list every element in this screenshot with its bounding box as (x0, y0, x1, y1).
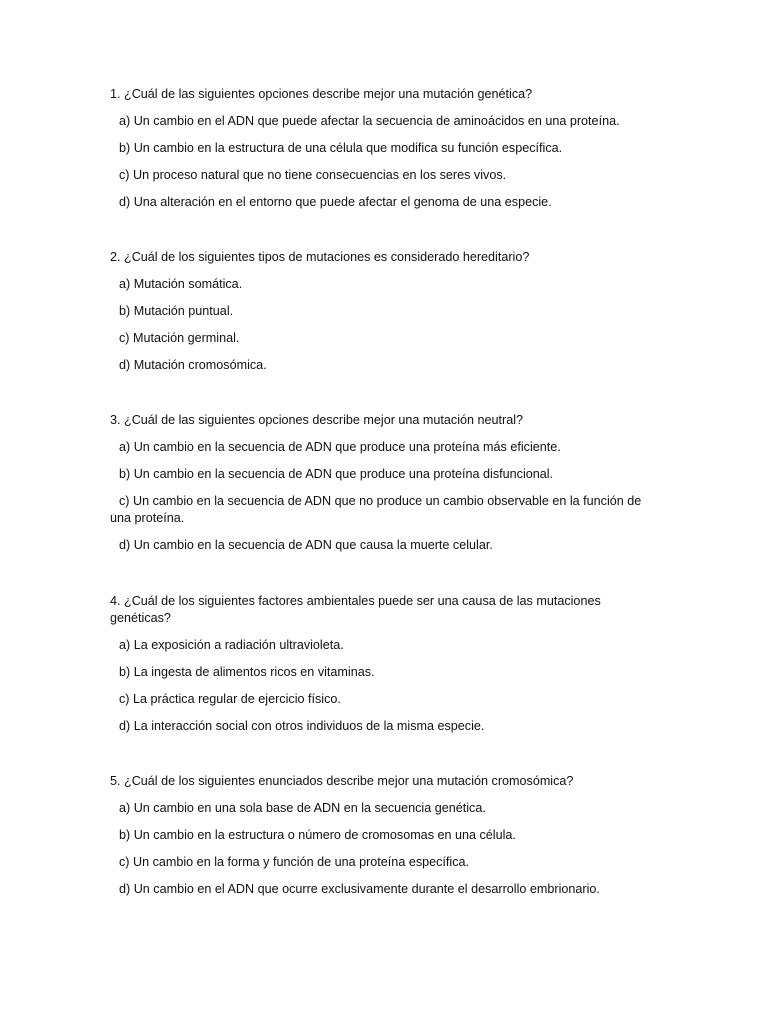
option-2c: c) Mutación germinal. (119, 331, 240, 345)
question-4-text: 4. ¿Cuál de los siguientes factores ambientales puede ser una causa de las mutaciones genéticas? (110, 594, 601, 625)
option-2a: a) Mutación somática. (119, 277, 243, 291)
option-1a: a) Un cambio en el ADN que puede afectar la secuencia de aminoácidos en una proteína. (119, 114, 620, 128)
option-4a: a) La exposición a radiación ultravioleta. (119, 638, 344, 652)
question-1-options (110, 113, 658, 211)
option-3b: b) Un cambio en la secuencia de ADN que produce una proteína disfuncional. (119, 467, 554, 481)
option-5a: a) Un cambio en una sola base de ADN en la secuencia genética. (119, 801, 486, 815)
option-3a: a) Un cambio en la secuencia de ADN que produce una proteína más eficiente. (119, 440, 561, 454)
question-1 (110, 86, 658, 211)
option-5c: c) Un cambio en la forma y función de una proteína específica. (119, 855, 470, 869)
question-2 (110, 249, 658, 374)
question-4 (110, 593, 658, 735)
question-5-text: 5. ¿Cuál de los siguientes enunciados describe mejor una mutación cromosómica? (110, 774, 574, 788)
option-4d: d) La interacción social con otros individuos de la misma especie. (119, 719, 485, 733)
question-3-text: 3. ¿Cuál de las siguientes opciones describe mejor una mutación neutral? (110, 413, 524, 427)
option-2b: b) Mutación puntual. (119, 304, 234, 318)
option-5d: d) Un cambio en el ADN que ocurre exclusivamente durante el desarrollo embrionario. (119, 882, 600, 896)
option-3d: d) Un cambio en la secuencia de ADN que causa la muerte celular. (119, 538, 493, 552)
option-1b: b) Un cambio en la estructura de una célula que modifica su función específica. (119, 141, 563, 155)
question-5-options (110, 800, 658, 898)
question-5 (110, 773, 658, 898)
question-3-options (110, 439, 658, 554)
option-4c: c) La práctica regular de ejercicio físico. (119, 692, 341, 706)
question-1-text: 1. ¿Cuál de las siguientes opciones describe mejor una mutación genética? (110, 87, 533, 101)
question-4-options (110, 637, 658, 735)
question-3 (110, 412, 658, 554)
question-2-text: 2. ¿Cuál de los siguientes tipos de mutaciones es considerado hereditario? (110, 250, 530, 264)
option-5b: b) Un cambio en la estructura o número de cromosomas en una célula. (119, 828, 516, 842)
option-2d: d) Mutación cromosómica. (119, 358, 267, 372)
option-1d: d) Una alteración en el entorno que puede afectar el genoma de una especie. (119, 195, 552, 209)
option-3c: c) Un cambio en la secuencia de ADN que no produce un cambio observable en la función de una proteína. (110, 494, 642, 525)
question-2-options (110, 276, 658, 374)
option-4b: b) La ingesta de alimentos ricos en vitaminas. (119, 665, 375, 679)
option-1c: c) Un proceso natural que no tiene consecuencias en los seres vivos. (119, 168, 507, 182)
